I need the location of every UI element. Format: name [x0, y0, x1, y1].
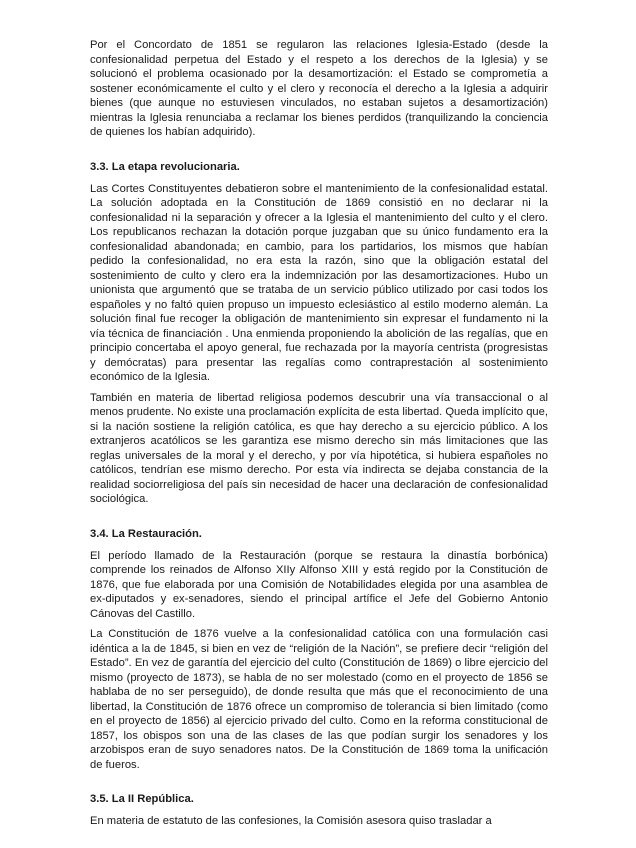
- section-heading-revolucionaria: 3.3. La etapa revolucionaria.: [90, 160, 240, 173]
- paragraph-concordato-1851: Por el Concordato de 1851 se regularon las relaciones Iglesia-Estado (desde la confesionalidad perpetua del Estado y el respeto a los derechos de la Iglesia) y se solucionó el problema ocasionado por la desamortización: el Estado se comprometía a sostener económicamente el culto y el clero y reconocía el derecho a la Iglesia a adquirir bienes (que aunque no estuviesen vinculados, no estaban sujetos a desamortización) mientras la Iglesia renunciaba a reclamar los bienes perdidos (tranquilizando la conciencia de quienes los habían adquirido).: [90, 39, 548, 138]
- section-heading-restauracion: 3.4. La Restauración.: [90, 527, 202, 540]
- paragraph-libertad-religiosa: También en materia de libertad religiosa podemos descubrir una vía transaccional o al menos prudente. No existe una proclamación explícita de esta libertad. Queda implícito que, si la nación sostiene la religión católica, es que hay derecho a su ejercicio público. A los extranjeros acatólicos se les garantiza ese mismo derecho sin más limitaciones que las reglas universales de la moral y el derecho, y por vía hipotética, si hubiera españoles no católicos, tendrían ese mismo derecho. Por esta vía indirecta se dejaba constancia de la realidad sociorreligiosa del país sin necesidad de hacer una declaración de confesionalidad sociológica.: [90, 391, 548, 505]
- paragraph-constitucion-1876: La Constitución de 1876 vuelve a la confesionalidad católica con una formulación casi idéntica a la de 1845, si bien en vez de “religión de la Nación”, se prefiere decir “religión del Estado”. En vez de garantía del ejercicio del culto (Constitución de 1869) o libre ejercicio del mismo (proyecto de 1873), se habla de no ser molestado (como en el proyecto de 1856 se hablaba de no ser perseguido), de donde resulta que más que el reconocimiento de una libertad, la Constitución de 1876 ofrece un compromiso de tolerancia si bien limitado (como en el proyecto de 1856) al ejercicio privado del culto. Como en la reforma constitucional de 1857, los obispos son una de las clases de las que podían surgir los senadores y los arzobispos eran de suyo senadores natos. De la Constitución de 1869 toma la unificación de fueros.: [90, 628, 548, 771]
- paragraph-periodo-restauracion: El período llamado de la Restauración (porque se restaura la dinastía borbónica) comprende los reinados de Alfonso XIIy Alfonso XIII y está regido por la Constitución de 1876, que fue elaborada por una Comisión de Notabilidades elegida por una asamblea de ex-diputados y ex-senadores, siendo el principal artífice el Jefe del Gobierno Antonio Cánovas del Castillo.: [90, 549, 548, 620]
- paragraph-cortes-constituyentes: Las Cortes Constituyentes debatieron sobre el mantenimiento de la confesionalidad estatal. La solución adoptada en la Constitución de 1869 consistió en no declarar ni la confesionalidad ni la separación y ofrecer a la Iglesia el mantenimiento del culto y el clero. Los republicanos rechazan la dotación porque juzgaban que su único fundamento era la confesionalidad abandonada; en cambio, para los partidarios, los mismos que habían pedido la confesionalidad, no era esta la razón, sino que la obligación estatal del sostenimiento de culto y clero era la indemnización por las desamortizaciones. Hubo un unionista que argumentó que se trataba de un servicio público utilizado por casi todos los españoles y no faltó quien propuso un impuesto eclesiástico al estilo moderno alemán. La solución final fue recoger la obligación de mantenimiento sin expresar el fundamento ni la vía técnica de financiación . Una enmienda proponiendo la abolición de las regalías, que en principio concertaba el apoyo general, fue rechazada por la mayoría centrista (progresistas y demócratas) para presentar las regalías como contraprestación al sostenimiento económico de la Iglesia.: [90, 182, 548, 383]
- paragraph-estatuto-confesiones: En materia de estatuto de las confesiones, la Comisión asesora quiso trasladar a: [90, 815, 492, 827]
- document-page: [90, 38, 548, 835]
- section-heading-ii-republica: 3.5. La II República.: [90, 793, 194, 805]
